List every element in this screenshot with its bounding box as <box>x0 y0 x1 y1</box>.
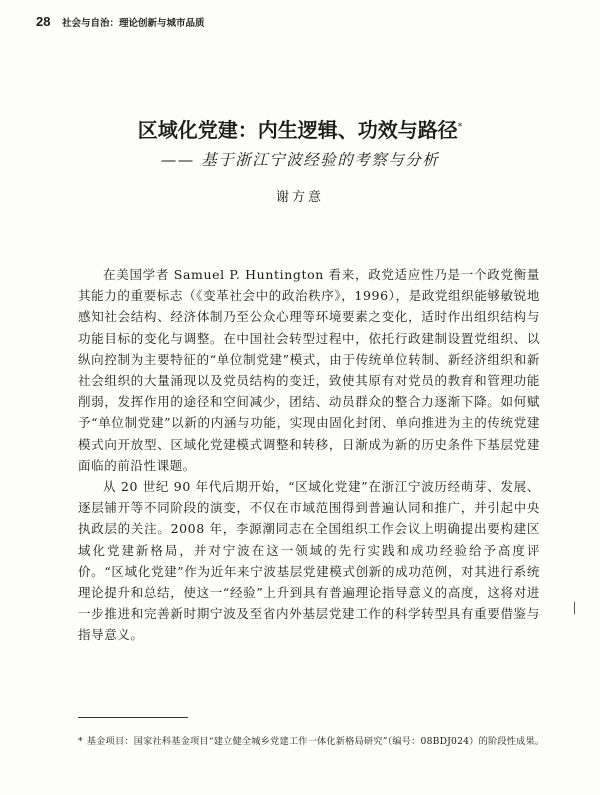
running-title: 社会与自治：理论创新与城市品质 <box>61 18 205 29</box>
footnote-divider <box>78 717 188 718</box>
margin-mark <box>574 602 575 614</box>
page-header <box>36 14 204 29</box>
article-title <box>0 114 600 143</box>
article-body <box>78 264 540 646</box>
footnote-text: 基金项目：国家社科基金项目“建立健全城乡党建工作一体化新格局研究”（编号：08BDJ024）的阶段性成果。 <box>86 736 545 747</box>
title-footnote-mark[interactable]: * <box>457 122 463 133</box>
page-number: 28 <box>36 14 51 29</box>
footnote-mark: * <box>78 736 83 747</box>
body-paragraph-1: 在美国学者 Samuel P. Huntington 看来，政党适应性乃是一个政党衡量其能力的重要标志（《变革社会中的政治秩序》，1996），是政党组织能够敏锐地感知社会结构、经济体制乃至公众心理等环境要素之变化，适时作出组织结构与功能目标的变化与调整。在中国社会转型过程中，依托行政建制设置党组织、以纵向控制为主要特征的“单位制党建”模式，由于传统单位转制、新经济组织和新社会组织的大量涌现以及党员结构的变迁，致使其原有对党员的教育和管理功能削弱，发挥作用的途径和空间减少，团结、动员群众的整合力逐渐下降。如何赋予“单位制党建”以新的内涵与功能，实现由固化封闭、单向推进为主的传统党建模式向开放型、区域化党建模式调整和转移，日渐成为新的历史条件下基层党建面临的前沿性课题。 <box>78 267 540 473</box>
article-subtitle: —— 基于浙江宁波经验的考察与分析 <box>160 151 440 169</box>
footnote <box>78 734 548 750</box>
body-paragraph-2: 从 20 世纪 90 年代后期开始，“区域化党建”在浙江宁波历经萌芽、发展、逐层铺开等不同阶段的演变，不仅在市域范围得到普遍认同和推广，并引起中央执政层的关注。2008 年，李源潮同志在全国组织工作会议上明确提出要构建区域化党建新格局，并对宁波在这一领域的先行实践和成功经验给予高度评价。“区域化党建”作为近年来宁波基层党建模式创新的成功范例，对其进行系统理论提升和总结，使这一“经验”上升到具有普遍理论指导意义的高度，这将对进一步推进和完善新时期宁波及至省内外基层党建工作的科学转型具有重要借鉴与指导意义。 <box>78 479 540 643</box>
author-name: 谢方意 <box>275 190 324 205</box>
article-title-text: 区域化党建：内生逻辑、功效与路径 <box>137 118 458 142</box>
